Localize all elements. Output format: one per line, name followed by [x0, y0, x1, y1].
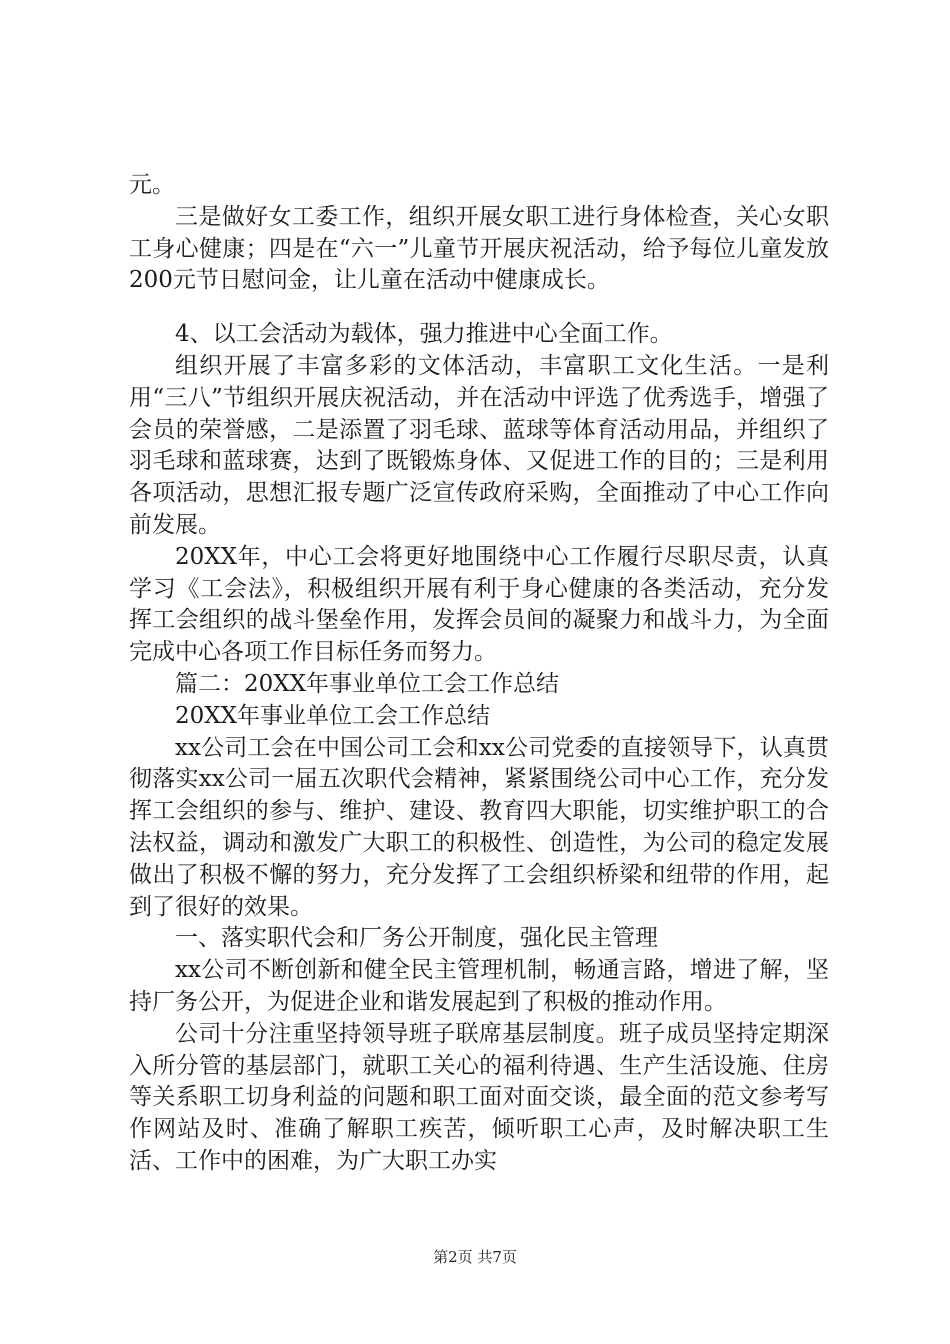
paragraph-union-overview: xx公司工会在中国公司工会和xx公司党委的直接领导下，认真贯彻落实xx公司一届五次职代会精神，紧紧围绕公司中心工作，充分发挥工会组织的参与、维护、建设、教育四大职能，切实维护职工的合法权益，调动和激发广大职工的积极性、创造性，为公司的稳定发展做出了积极不懈的努力，充分发挥了工会组织桥梁和纽带的作用，起到了很好的效果。	[129, 734, 829, 920]
paragraph-democratic-management: xx公司不断创新和健全民主管理机制，畅通言路，增进了解，坚持厂务公开，为促进企业和谐发展起到了积极的推动作用。	[129, 957, 829, 1015]
paragraph-continuation: 元。	[129, 172, 175, 198]
paragraph-cultural-activities: 组织开展了丰富多彩的文体活动，丰富职工文化生活。一是利用“三八”节组织开展庆祝活动，并在活动中评选了优秀选手，增强了会员的荣誉感，二是添置了羽毛球、蓝球等体育活动用品，并组织了羽毛球和蓝球赛，达到了既锻炼身体、又促进工作的目的；三是利用各项活动，思想汇报专题广泛宣传政府采购，全面推动了中心工作向前发展。	[129, 352, 829, 538]
section-heading-1: 一、落实职代会和厂务公开制度，强化民主管理	[175, 925, 658, 952]
paragraph-leadership-system: 公司十分注重坚持领导班子联席基层制度。班子成员坚持定期深入所分管的基层部门，就职工关心的福利待遇、生产生活设施、住房等关系职工切身利益的问题和职工面对面交谈，最全面的范文参考写作网站及时、准确了解职工疾苦，倾听职工心声，及时解决职工生活、工作中的困难，为广大职工办实	[129, 1020, 829, 1174]
page-footer: 第2页 共7页	[433, 1248, 517, 1266]
paragraph-next-year-plan: 20XX年，中心工会将更好地围绕中心工作履行尽职尽责，认真学习《工会法》，积极组织开展有利于身心健康的各类活动，充分发挥工会组织的战斗堡垒作用，发挥会员间的凝聚力和战斗力，为全面完成中心各项工作目标任务而努力。	[129, 543, 829, 666]
paragraph-women-committee: 三是做好女工委工作，组织开展女职工进行身体检查，关心女职工身心健康；四是在“六一”儿童节开展庆祝活动，给予每位儿童发放200元节日慰问金，让儿童在活动中健康成长。	[129, 203, 829, 294]
chapter-title: 篇二：20XX年事业单位工会工作总结	[175, 670, 560, 697]
section-heading-4: 4、以工会活动为载体，强力推进中心全面工作。	[175, 321, 673, 348]
document-title: 20XX年事业单位工会工作总结	[175, 702, 491, 729]
body-text	[129, 170, 829, 1178]
